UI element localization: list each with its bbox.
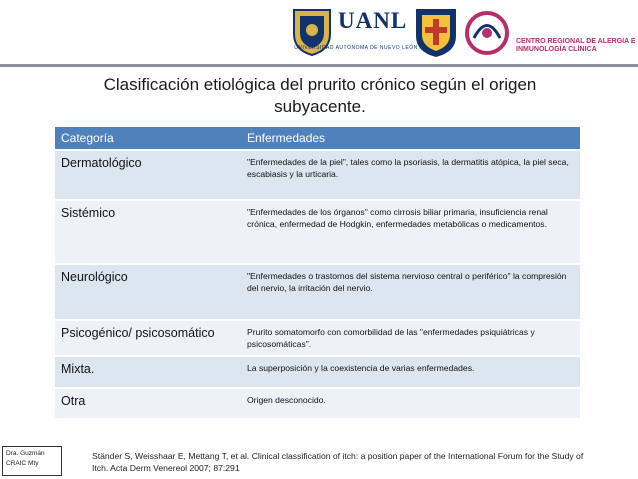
center-name: CENTRO REGIONAL DE ALERGIA E INMUNOLOGÍA CLÍNICA (516, 38, 636, 53)
category-cell: Neurológico (55, 264, 241, 320)
diseases-cell: Origen desconocido. (241, 388, 580, 418)
medicine-shield-icon (413, 6, 459, 58)
category-cell: Dermatológico (55, 150, 241, 200)
slide-title: Clasificación etiológica del prurito crónico según el origen subyacente. (103, 75, 537, 116)
table-row (55, 150, 580, 200)
table-row (55, 356, 580, 388)
diseases-cell: "Enfermedades de la piel", tales como la psoriasis, la dermatitis atópica, la piel seca, escabiasis y la urticaria. (241, 150, 580, 200)
diseases-cell: La superposición y la coexistencia de varias enfermedades. (241, 356, 580, 388)
credit-line-affiliation: CRAIC Mty (6, 460, 39, 467)
column-header-diseases: Enfermedades (241, 127, 580, 150)
diseases-cell: "Enfermedades de los órganos" como cirrosis biliar primaria, insuficiencia renal crónica, enfermedad de Hodgkin, enfermedades metabólicas o medicamentos. (241, 200, 580, 264)
author-credit-box (2, 446, 62, 476)
slide-header (0, 0, 638, 67)
category-cell: Psicogénico/ psicosomático (55, 320, 241, 356)
table-row (55, 200, 580, 264)
university-subtitle: UNIVERSIDAD AUTÓNOMA DE NUEVO LEÓN (294, 45, 418, 51)
classification-table (55, 127, 580, 418)
credit-line-name: Dra. Guzmán (6, 450, 45, 457)
column-header-category: Categoría (55, 127, 241, 150)
table-row (55, 388, 580, 418)
table-row (55, 264, 580, 320)
diseases-cell: "Enfermedades o trastornos del sistema nervioso central o periférico" la compresión del nervio, la irritación del nervio. (241, 264, 580, 320)
allergy-center-logo-icon (460, 8, 514, 58)
table-header-row (55, 127, 580, 150)
category-cell: Sistémico (55, 200, 241, 264)
category-cell: Mixta. (55, 356, 241, 388)
university-name: UANL (338, 8, 408, 33)
table-row (55, 320, 580, 356)
diseases-cell: Prurito somatomorfo con comorbilidad de las "enfermedades psiquiátricas y psicosomáticas". (241, 320, 580, 356)
reference-citation: Ständer S, Weisshaar E, Mettang T, et al. Clinical classification of itch: a position paper of the International Forum for the Study of Itch. Acta Derm Venereol 2007; 87:291 (92, 451, 584, 473)
category-cell: Otra (55, 388, 241, 418)
